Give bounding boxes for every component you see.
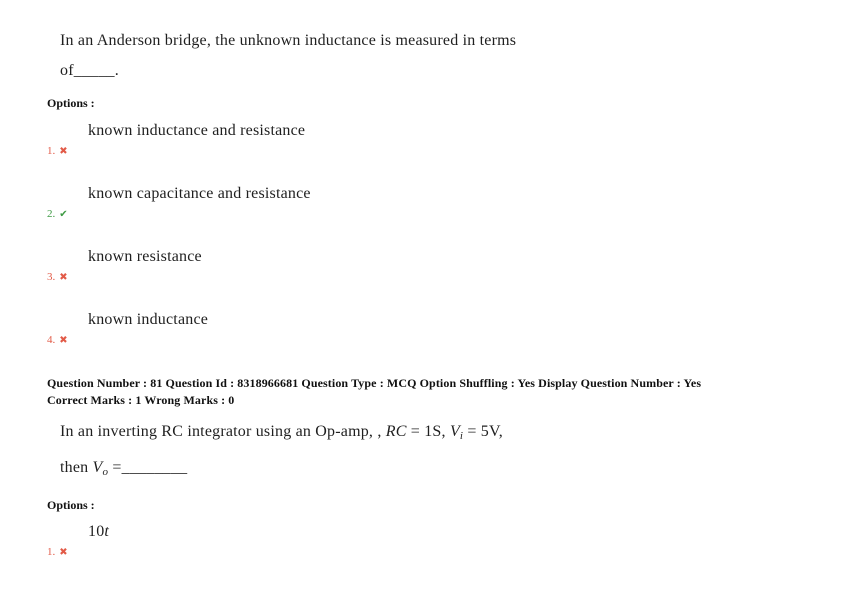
option-text — [88, 521, 802, 543]
option-row — [47, 120, 802, 159]
option-row — [47, 521, 802, 560]
option-marker — [47, 144, 802, 159]
options-heading-1: Options : — [47, 96, 95, 110]
answer-blank: ________ — [121, 459, 188, 476]
question-2-text-line2 — [60, 452, 802, 488]
cross-icon: ✖ — [59, 271, 68, 283]
option-number: 2. — [47, 208, 56, 220]
option-marker — [47, 207, 802, 222]
cross-icon: ✖ — [59, 334, 68, 346]
option-number: 1. — [47, 145, 56, 157]
vo-subscript: o — [102, 466, 109, 478]
option-number: 1. — [47, 546, 56, 558]
question-2-text: then — [60, 459, 93, 476]
vi-subscript: i — [459, 430, 464, 442]
question-metadata — [47, 375, 802, 409]
question-metadata-line2: Correct Marks : 1 Wrong Marks : 0 — [47, 393, 235, 407]
option-number: 4. — [47, 334, 56, 346]
question-2-text: = 5V, — [463, 423, 503, 440]
rc-variable: RC — [385, 423, 407, 440]
option-text: known capacitance and resistance — [88, 185, 311, 202]
question-2-text: In an inverting RC integrator using an Op-amp, , — [60, 423, 386, 440]
vi-variable: V — [449, 423, 460, 440]
question-1-block — [47, 26, 802, 348]
question-2-text: = — [108, 459, 122, 476]
option-text: known inductance and resistance — [88, 122, 306, 139]
question-2-block — [47, 416, 802, 560]
option-text: known resistance — [88, 248, 202, 265]
option-marker — [47, 545, 802, 560]
option-row — [47, 246, 802, 285]
option-text: known inductance — [88, 311, 209, 328]
cross-icon: ✖ — [59, 145, 68, 157]
question-metadata-line1: Question Number : 81 Question Id : 8318966681 Question Type : MCQ Option Shuffling : Yes Display Question Number : Yes — [47, 376, 702, 390]
cross-icon: ✖ — [59, 546, 68, 558]
question-1-text-line2: of_____. — [60, 62, 119, 79]
option-row — [47, 309, 802, 348]
option-value-variable: t — [104, 523, 110, 540]
question-1-options — [47, 120, 802, 348]
vo-variable: V — [92, 459, 103, 476]
options-heading-2: Options : — [47, 498, 95, 512]
option-marker — [47, 270, 802, 285]
option-marker — [47, 333, 802, 348]
question-2-text: = 1S, — [406, 423, 450, 440]
option-value-number: 10 — [88, 523, 105, 540]
question-2-text-line1 — [60, 416, 802, 452]
question-1-text-line1: In an Anderson bridge, the unknown inductance is measured in terms — [60, 32, 517, 49]
check-icon: ✔ — [59, 208, 68, 220]
question-2-options — [47, 521, 802, 560]
option-row — [47, 183, 802, 222]
option-number: 3. — [47, 271, 56, 283]
